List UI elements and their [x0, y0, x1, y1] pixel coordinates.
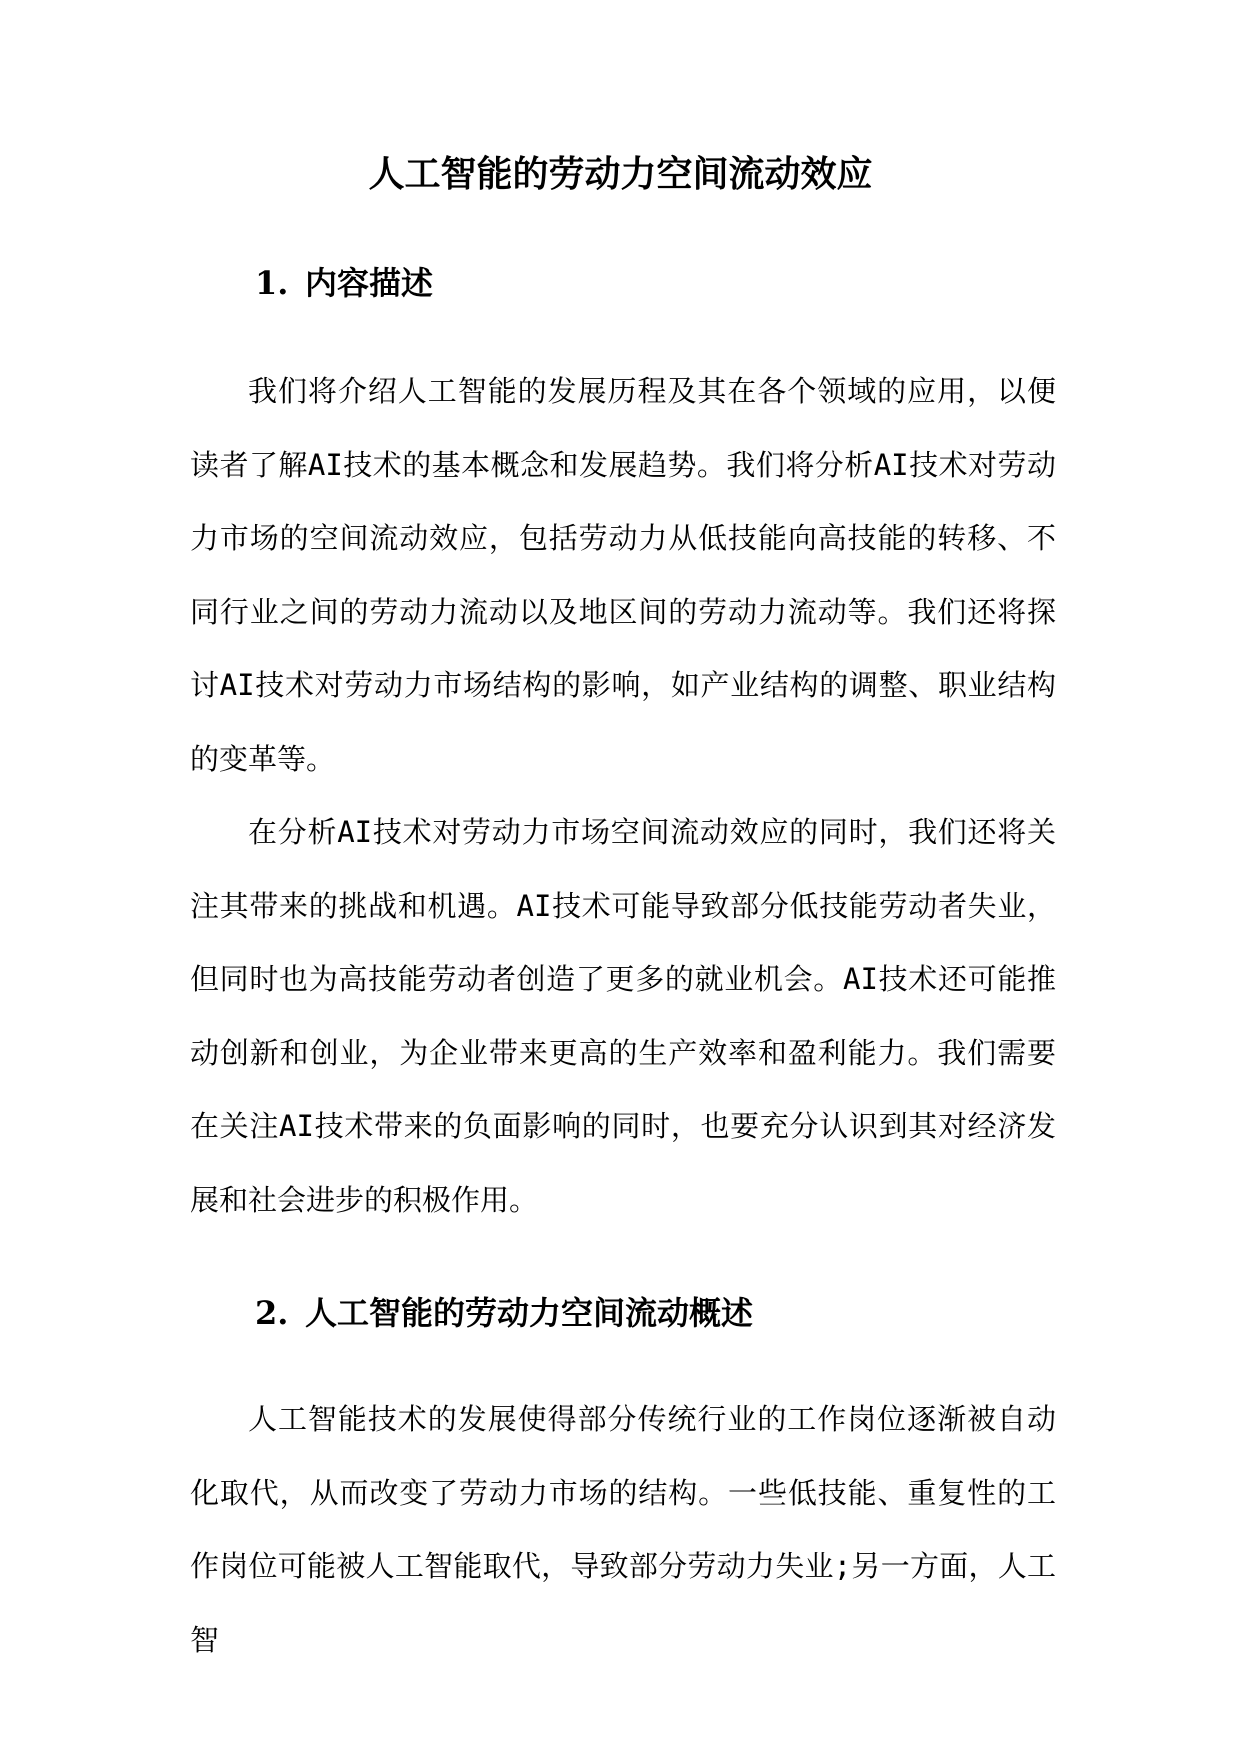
- section-heading-text: 内容描述: [305, 264, 434, 302]
- section-number: 1.: [255, 264, 289, 302]
- section-heading-1: [255, 259, 433, 307]
- paragraph: 人工智能技术的发展使得部分传统行业的工作岗位逐渐被自动化取代，从而改变了劳动力市场的结构。一些低技能、重复性的工作岗位可能被人工智能取代，导致部分劳动力失业;另一方面，人工智: [190, 1402, 1056, 1657]
- paragraph: 我们将介绍人工智能的发展历程及其在各个领域的应用，以便读者了解AI技术的基本概念和发展趋势。我们将分析AI技术对劳动力市场的空间流动效应，包括劳动力从低技能向高技能的转移、不同行业之间的劳动力流动以及地区间的劳动力流动等。我们还将探讨AI技术对劳动力市场结构的影响，如产业结构的调整、职业结构的变革等。: [190, 374, 1056, 776]
- document-title: 人工智能的劳动力空间流动效应: [368, 153, 873, 195]
- section-heading-text: 人工智能的劳动力空间流动概述: [305, 1294, 754, 1332]
- section-heading-2: [255, 1289, 753, 1337]
- section-number: 2.: [255, 1294, 289, 1332]
- paragraph: 在分析AI技术对劳动力市场空间流动效应的同时，我们还将关注其带来的挑战和机遇。AI技术可能导致部分低技能劳动者失业，但同时也为高技能劳动者创造了更多的就业机会。AI技术还可能推动创新和创业，为企业带来更高的生产效率和盈利能力。我们需要在关注AI技术带来的负面影响的同时，也要充分认识到其对经济发展和社会进步的积极作用。: [190, 815, 1056, 1217]
